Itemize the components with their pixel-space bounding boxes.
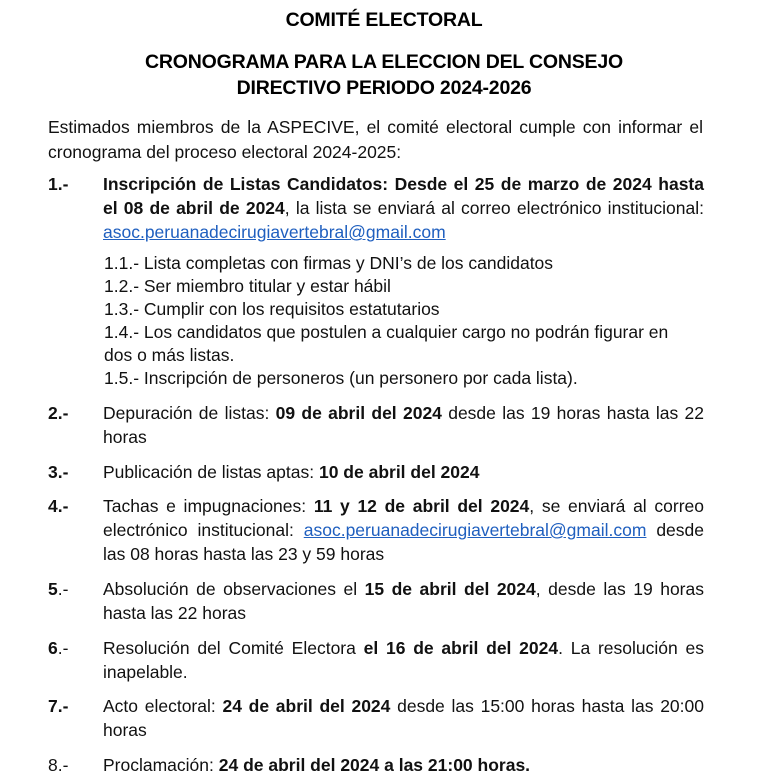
subtitle-line-1: CRONOGRAMA PARA LA ELECCION DEL CONSEJO <box>145 51 623 73</box>
item-number: 8.- <box>48 755 69 775</box>
intro-line-2: el cronograma del proceso electoral 2024-2025: <box>48 117 703 162</box>
subtitle-line-2: DIRECTIVO PERIODO 2024-2026 <box>236 77 532 99</box>
item-date: 10 de abril del 2024 <box>318 462 480 482</box>
email-link[interactable]: asoc.peruanadecirugiavertebral@gmail.com <box>303 520 647 540</box>
item-text: Acto electoral: 24 de abril del 2024 desde las 15:00 horas hasta las 20:00 horas <box>103 696 704 740</box>
item-date: 15 de abril del 2024 <box>364 579 536 599</box>
item-text: Resolución del Comité Electora el 16 de abril del 2024. La resolución es inapelable. <box>103 638 704 682</box>
item-date: 24 de abril del 2024 <box>222 696 391 716</box>
requirement-item: 1.4.- Los candidatos que postulen a cualquier cargo no podrán figurar en <box>104 322 669 342</box>
item-text: Tachas e impugnaciones: 11 y 12 de abril del 2024, se enviará al correo electrónico institucional: asoc.peruanadecirugiavertebral@gmail.com desde las 08 horas hasta las 23 y 59 horas <box>103 496 705 564</box>
item-text: Absolución de observaciones el 15 de abril del 2024, desde las 19 horas hasta las 22 horas <box>103 579 704 623</box>
requirement-item: 1.1.- Lista completas con firmas y DNI’s de los candidatos <box>104 253 554 273</box>
requirements-list <box>104 252 704 390</box>
item-text <box>103 172 704 244</box>
item-number: 7.- <box>48 696 69 716</box>
item-text: Proclamación: 24 de abril del 2024 a las 21:00 horas. <box>103 755 531 775</box>
item-date: el 16 de abril del 2024 <box>363 638 559 658</box>
document-subtitle <box>0 49 768 101</box>
item-text: Depuración de listas: 09 de abril del 2024 desde las 19 horas hasta las 22 horas <box>103 403 704 447</box>
item-text: Publicación de listas aptas: 10 de abril del 2024 <box>103 462 480 482</box>
requirement-item: 1.5.- Inscripción de personeros (un personero por cada lista). <box>104 368 578 388</box>
document-title: COMITÉ ELECTORAL <box>285 9 483 31</box>
item-number: 6.- <box>48 638 69 658</box>
item-date: 24 de abril del 2024 a las 21:00 horas. <box>218 755 531 775</box>
item-desc: , la lista se enviará al correo electrónico institucional: <box>284 198 704 218</box>
item-date: Inscripción de Listas Candidatos: Desde el 25 de marzo de 2024 hasta el 08 de abril de 2024 <box>103 174 704 218</box>
item-date: 09 de abril del 2024 <box>275 403 442 423</box>
item-number: 4.- <box>48 496 69 516</box>
item-number: 5.- <box>48 579 69 599</box>
intro-paragraph <box>48 115 703 165</box>
requirement-item: 1.3.- Cumplir con los requisitos estatutarios <box>104 299 440 319</box>
item-date: 11 y 12 de abril del 2024 <box>313 496 530 516</box>
requirement-item: 1.2.- Ser miembro titular y estar hábil <box>104 276 391 296</box>
email-link[interactable]: asoc.peruanadecirugiavertebral@gmail.com <box>103 222 446 242</box>
item-number: 2.- <box>48 403 69 423</box>
requirement-item-cont: dos o más listas. <box>104 345 235 365</box>
item-number: 3.- <box>48 462 69 482</box>
item-number: 1.- <box>48 174 69 194</box>
intro-line-1: Estimados miembros de la ASPECIVE, el comité electoral cumple con informar <box>48 117 683 137</box>
